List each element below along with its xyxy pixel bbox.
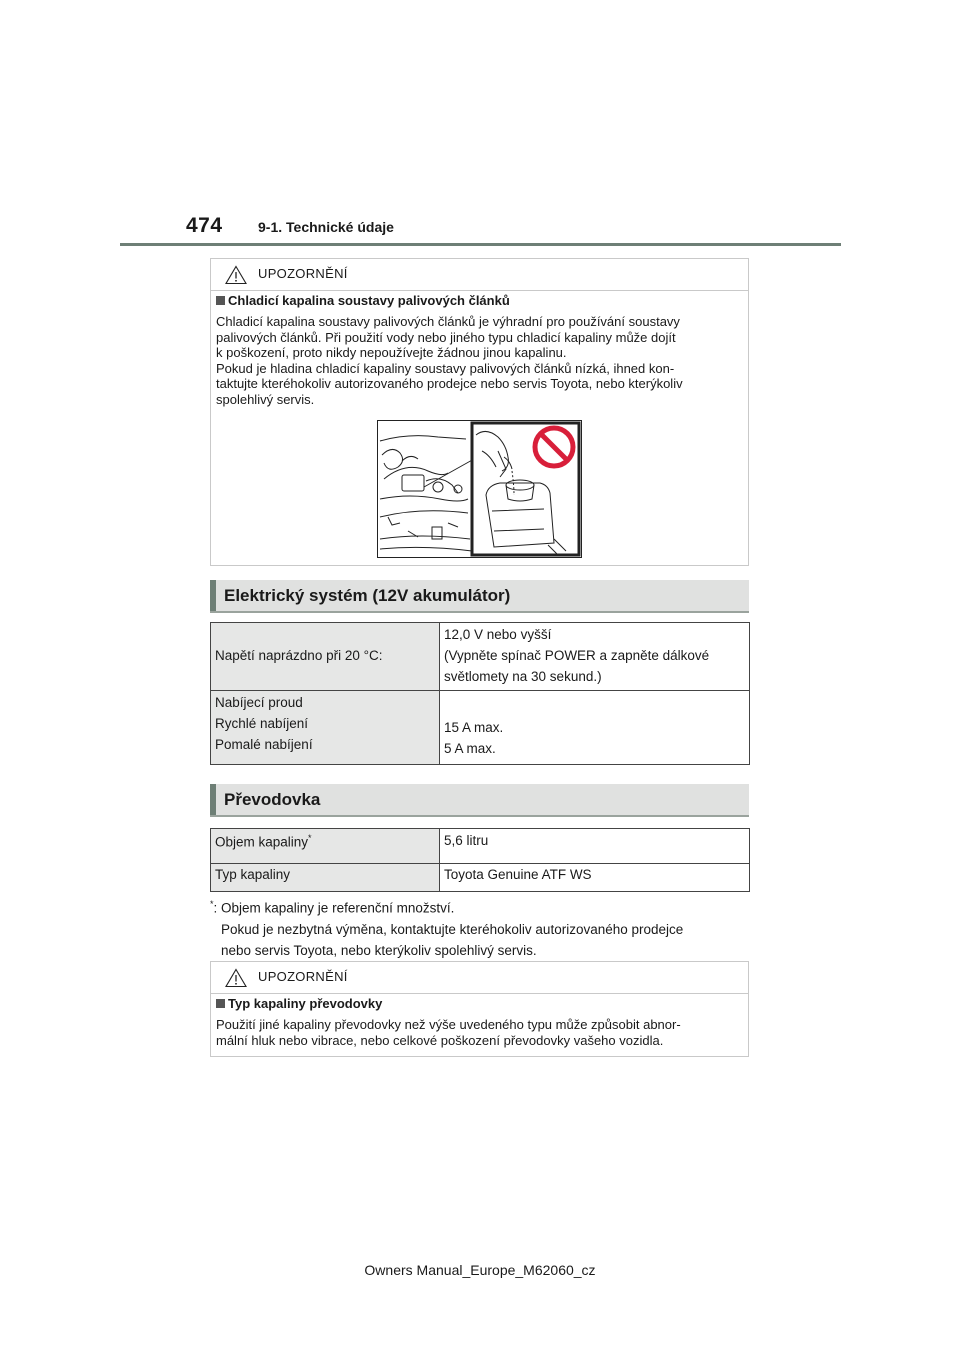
spec-key-cell: Napětí naprázdno při 20 °C: <box>211 623 440 691</box>
spec-key-cell: Nabíjecí proud Rychlé nabíjení Pomalé nabíjení <box>211 691 440 765</box>
spec-key-cell: Objem kapaliny* <box>211 829 440 864</box>
section-title: 9-1. Technické údaje <box>258 219 394 235</box>
engine-bay-illustration <box>378 421 581 557</box>
spec-value-cell: 12,0 V nebo vyšší (Vypněte spínač POWER a zapněte dálkové světlomety na 30 sekund.) <box>440 623 750 691</box>
caution-label: UPOZORNĚNÍ <box>258 969 348 984</box>
section-accent <box>210 580 216 611</box>
spec-value-cell: 15 A max. 5 A max. <box>440 691 750 765</box>
coolant-illustration <box>377 420 582 558</box>
caution-subheading: Typ kapaliny převodovky <box>216 996 382 1011</box>
section-accent <box>210 784 216 815</box>
caution-line: palivových článků. Při použití vody nebo jiného typu chladicí kapaliny může dojít <box>216 329 676 345</box>
section-bar-transmission <box>210 784 749 817</box>
caution-line: Chladicí kapalina soustavy palivových článků je výhradní pro používání soustavy <box>216 314 680 329</box>
transmission-spec-table <box>210 828 750 892</box>
footnote-line: Pokud je nezbytná výměna, kontaktujte kteréhokoliv autorizovaného prodejce <box>221 921 684 937</box>
table-row <box>211 623 750 691</box>
caution-body <box>216 314 743 407</box>
square-bullet-icon <box>216 999 225 1008</box>
spec-value-cell: Toyota Genuine ATF WS <box>440 864 750 892</box>
page-number: 474 <box>186 214 223 237</box>
header-rule <box>120 243 841 246</box>
footer-text: Owners Manual_Europe_M62060_cz <box>364 1262 596 1278</box>
section-heading: Elektrický systém (12V akumulátor) <box>224 586 511 605</box>
footnote-line: *: Objem kapaliny je referenční množství. <box>210 899 455 916</box>
caution-line: Použití jiné kapaliny převodovky než výše uvedeného typu může způsobit abnor- <box>216 1017 681 1032</box>
warning-triangle-icon <box>225 968 247 988</box>
footnote-line: nebo servis Toyota, nebo kterýkoliv spolehlivý servis. <box>221 942 537 958</box>
table-row <box>211 864 750 892</box>
square-bullet-icon <box>216 296 225 305</box>
caution-line: taktujte kteréhokoliv autorizovaného prodejce nebo servis Toyota, nebo kterýkoliv <box>216 376 683 391</box>
caution-line: Pokud je hladina chladicí kapaliny soustavy palivových článků nízká, ihned kon- <box>216 360 675 376</box>
caution-box-transmission <box>210 961 749 1057</box>
caution-line: spolehlivý servis. <box>216 391 315 407</box>
caution-subheading: Chladicí kapalina soustavy palivových článků <box>216 293 510 308</box>
section-bar-electrical <box>210 580 749 613</box>
caution-line: k poškození, proto nikdy nepoužívejte žádnou jinou kapalinu. <box>216 345 567 360</box>
warning-triangle-icon <box>225 265 247 285</box>
caution-line: mální hluk nebo vibrace, nebo celkové poškození převodovky vašeho vozidla. <box>216 1032 664 1048</box>
spec-value-cell: 5,6 litru <box>440 829 750 864</box>
spec-key-cell: Typ kapaliny <box>211 864 440 892</box>
section-heading: Převodovka <box>224 790 321 809</box>
table-row <box>211 691 750 765</box>
caution-label: UPOZORNĚNÍ <box>258 266 348 281</box>
caution-header <box>211 962 748 994</box>
caution-header <box>211 259 748 291</box>
electrical-spec-table <box>210 622 750 765</box>
footnote <box>210 894 683 961</box>
table-row <box>211 829 750 864</box>
caution-body <box>216 1017 743 1048</box>
